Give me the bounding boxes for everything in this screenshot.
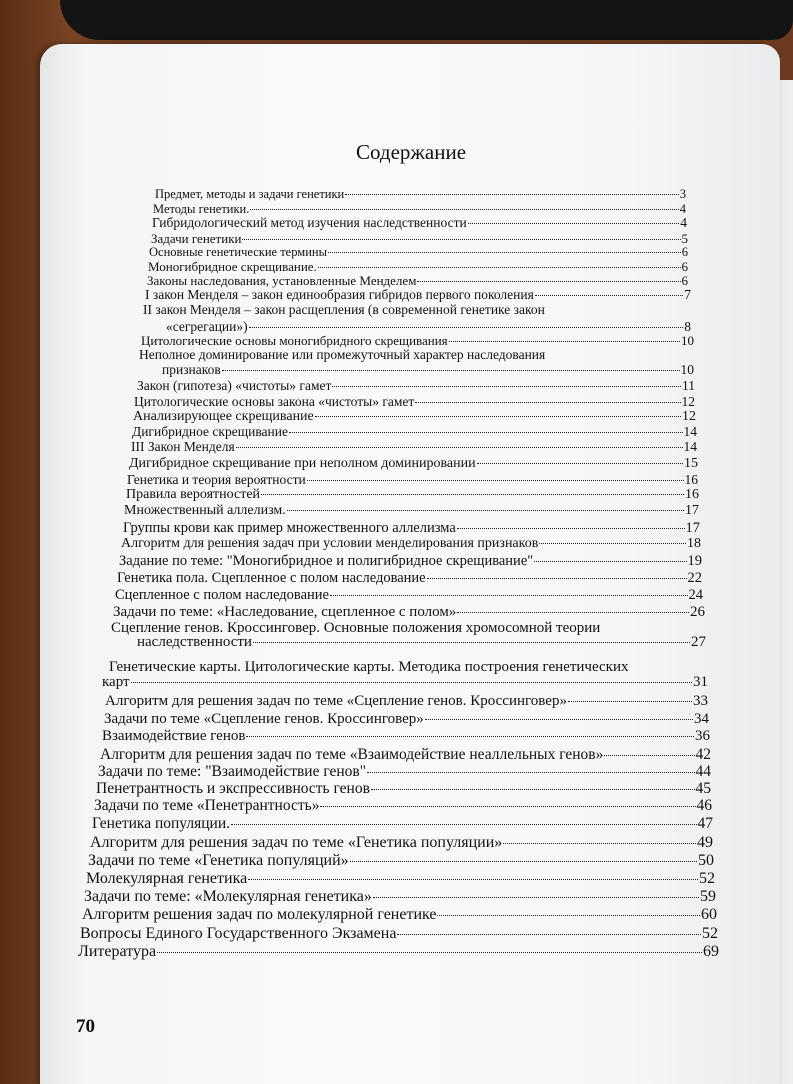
toc-page-number: 50 (698, 852, 714, 869)
dot-leader (367, 772, 694, 773)
toc-entry-title: Задачи по теме: «Молекулярная генетика» (84, 888, 372, 905)
toc-entry-title: Литература (78, 943, 157, 960)
dot-leader (457, 528, 685, 529)
toc-page-number: 19 (687, 553, 702, 569)
toc-entry-continuation: наследственности (137, 634, 252, 650)
toc-page-number: 6 (681, 245, 688, 259)
dot-leader (539, 543, 686, 544)
toc-page-number: 18 (687, 536, 701, 551)
dot-leader (449, 341, 680, 342)
toc-entry-title: Задачи по теме: "Взаимодействие генов" (98, 763, 367, 780)
dot-leader (131, 682, 692, 683)
dot-leader (345, 194, 678, 195)
dot-leader (457, 612, 689, 613)
toc-entry (137, 634, 706, 651)
toc-entry-title: Задачи по теме: «Наследование, сцепленное с полом» (113, 604, 457, 620)
dot-leader (307, 480, 684, 481)
toc-entry (129, 456, 698, 472)
toc-page-number: 12 (681, 394, 695, 409)
dot-leader (604, 755, 694, 756)
toc-entry (162, 362, 694, 378)
dot-leader (328, 252, 681, 253)
toc-entry-title: Основные генетические термины (149, 245, 327, 259)
dot-leader (503, 843, 696, 844)
toc-page-number: 6 (681, 273, 688, 288)
toc-entry (134, 394, 695, 410)
dot-leader (330, 595, 688, 596)
toc-entry (84, 888, 716, 906)
dot-leader (415, 402, 680, 403)
dot-leader (287, 510, 684, 511)
toc-entry (82, 906, 717, 924)
toc-entry-title: Правила вероятностей (126, 487, 261, 502)
toc-page-number: 7 (684, 287, 691, 302)
toc-entry-title: Дигибридное скрещивание (132, 424, 288, 439)
toc-entry (115, 587, 703, 604)
toc-page-number: 14 (683, 439, 697, 454)
page-number: 70 (76, 1016, 95, 1037)
dot-leader (534, 561, 686, 562)
toc-entry (105, 693, 708, 710)
toc-page-number: 46 (696, 797, 712, 814)
toc-entry-title: II закон Менделя – закон расщепления (в современной генетике закон (143, 302, 545, 317)
dot-leader (417, 281, 680, 282)
toc-entry (145, 287, 691, 303)
dot-leader (315, 416, 681, 417)
toc-page-number: 10 (681, 333, 694, 348)
dot-leader (222, 370, 680, 371)
toc-entry-title: Предмет, методы и задачи генетики (155, 187, 345, 201)
toc-page-number: 12 (682, 409, 696, 424)
toc-entry-title: Вопросы Единого Государственного Экзамена (80, 925, 397, 942)
dot-leader (289, 432, 683, 433)
toc-entry (126, 487, 699, 503)
toc-entry (152, 215, 687, 231)
toc-page-number: 52 (699, 870, 715, 887)
toc-entry (137, 378, 695, 394)
toc-page-number: 16 (685, 487, 699, 502)
page-title: Содержание (356, 140, 467, 164)
toc-page-number: 11 (682, 378, 695, 393)
toc-entry-title: Сцепление генов. Кроссинговер. Основные положения хромосомной теории (111, 620, 601, 636)
dot-leader (427, 578, 687, 579)
toc-entry-title: Сцепленное с полом наследование (115, 587, 329, 603)
toc-entry-title: Гибридологический метод изучения наследственности (152, 215, 467, 230)
toc-entry (92, 815, 713, 833)
toc-entry-title: Взаимодействие генов (102, 728, 246, 744)
toc-entry-title: Законы наследования, установленные Менделем (147, 273, 417, 288)
toc-entry-title: Группы крови как пример множественного аллелизма (123, 520, 456, 536)
dot-leader (332, 386, 681, 387)
toc-entry-title: Задание по теме: "Моногибридное и полигибридное скрещивание" (119, 553, 534, 569)
toc-entry-continuation: «сегрегации») (166, 319, 248, 334)
toc-entry (149, 245, 688, 260)
toc-entry-title: Моногибридное скрещивание. (148, 259, 317, 274)
toc-page-number: 4 (680, 215, 687, 230)
toc-entry (100, 746, 711, 764)
toc-entry-title: Генетика популяции. (92, 815, 230, 832)
toc-entry-title: Алгоритм для решения задач по теме «Взаимодействие неаллельных генов» (100, 746, 604, 763)
dot-leader (535, 295, 683, 296)
dot-leader (246, 736, 694, 737)
toc-entry (117, 570, 702, 587)
toc-page-number: 44 (695, 763, 711, 780)
toc-page-number: 59 (700, 888, 716, 905)
dot-leader (242, 239, 680, 240)
dot-leader (261, 494, 684, 495)
toc-entry (96, 780, 711, 798)
toc-entry-title: Задачи по теме «Сцепление генов. Кроссинговер» (104, 711, 424, 727)
dot-leader (425, 719, 693, 720)
dot-leader (477, 463, 683, 464)
toc-page-number: 34 (694, 711, 709, 727)
toc-page-number: 52 (702, 925, 718, 942)
toc-entry (132, 424, 697, 440)
toc-entry (78, 943, 719, 961)
toc-page-number: 26 (690, 604, 705, 620)
toc-entry (124, 503, 699, 519)
toc-page-number: 49 (697, 834, 713, 851)
toc-entry (86, 870, 715, 888)
toc-entry-title: Закон (гипотеза) «чистоты» гамет (137, 378, 332, 393)
toc-entry-title: Молекулярная генетика (86, 870, 248, 887)
toc-entry-title: Цитологические основы моногибридного скрещивания (141, 333, 448, 348)
toc-entry (121, 536, 701, 552)
toc-page-number: 16 (684, 472, 698, 487)
toc-entry (88, 852, 714, 870)
toc-page-number: 8 (684, 319, 691, 334)
toc-entry (102, 728, 710, 745)
toc-entry (113, 604, 705, 621)
toc-entry-title: Алгоритм для решения задач по теме «Генетика популяции» (90, 834, 503, 851)
toc-page-number: 60 (701, 906, 717, 923)
toc-entry-title: Генетика пола. Сцепленное с полом наследование (117, 570, 426, 586)
dot-leader (350, 861, 697, 862)
toc-page-number: 33 (693, 693, 708, 709)
toc-entry (127, 472, 698, 488)
dot-leader (437, 915, 700, 916)
toc-entry-continuation: карт (102, 674, 130, 690)
dot-leader (253, 642, 690, 643)
dot-leader (373, 897, 699, 898)
toc-entry-title: Задачи по теме «Генетика популяций» (88, 852, 349, 869)
toc-page-number: 6 (681, 259, 688, 274)
toc-entry-title: I закон Менделя – закон единообразия гибридов первого поколения (145, 287, 534, 302)
toc-page-number: 10 (680, 362, 694, 377)
toc-entry-title: Пенетрантность и экспрессивность генов (96, 780, 370, 797)
toc-entry-title: Дигибридное скрещивание при неполном доминировании (129, 456, 476, 471)
toc-entry (90, 834, 713, 852)
dot-leader (250, 209, 678, 210)
toc-page-number: 4 (679, 202, 686, 216)
toc-entry-title: Цитологические основы закона «чистоты» гамет (134, 394, 415, 409)
toc-entry-title: Задачи по теме «Пенетрантность» (94, 797, 320, 814)
toc-entry-continuation: признаков (162, 362, 221, 377)
toc-page-number: 27 (691, 634, 706, 650)
toc-page-number: 15 (684, 456, 698, 471)
dot-leader (468, 223, 680, 224)
toc-entry-title: Генетические карты. Цитологические карты. Методика построения генетических (109, 659, 629, 675)
toc-page-number: 17 (685, 520, 700, 536)
dot-leader (248, 879, 698, 880)
toc-page-number: 69 (703, 943, 719, 960)
dark-object-top (60, 0, 793, 40)
dot-leader (320, 806, 695, 807)
toc-entry (119, 553, 702, 570)
dot-leader (231, 824, 697, 825)
dot-leader (236, 447, 683, 448)
toc-page-number: 45 (695, 780, 711, 797)
dot-leader (318, 267, 681, 268)
toc-entry (123, 520, 700, 537)
dot-leader (397, 934, 701, 935)
toc-page-number: 3 (679, 187, 686, 201)
toc-entry-title: Алгоритм для решения задач при условии менделирования признаков (121, 536, 539, 551)
toc-entry (131, 439, 697, 455)
toc-page-number: 14 (683, 424, 697, 439)
toc-entry (102, 674, 708, 691)
toc-entry (94, 797, 712, 815)
dot-leader (371, 789, 695, 790)
toc-entry-title: Алгоритм для решения задач по теме «Сцепление генов. Кроссинговер» (105, 693, 567, 709)
toc-entry-title: Генетика и теория вероятности (127, 472, 306, 487)
toc-page-number: 47 (697, 815, 713, 832)
toc-entry (104, 711, 709, 728)
toc-page-number: 22 (687, 570, 702, 586)
toc-entry (155, 187, 686, 202)
toc-entry-title: Методы генетики. (153, 202, 250, 216)
toc-page-number: 5 (681, 231, 688, 246)
dot-leader (249, 327, 684, 328)
dot-leader (568, 701, 692, 702)
toc-page-number: 31 (693, 674, 708, 690)
toc-entry-title: Анализирующее скрещивание (133, 409, 314, 424)
toc-entry (80, 925, 718, 943)
toc-page-number: 24 (688, 587, 703, 603)
toc-entry-title: Алгоритм решения задач по молекулярной генетике (82, 906, 437, 923)
toc-entry-title: Задачи генетики (151, 231, 242, 246)
toc-entry (133, 409, 696, 425)
toc-entry (98, 763, 711, 781)
toc-page-number: 36 (695, 728, 710, 744)
toc-entry-title: Множественный аллелизм. (124, 503, 286, 518)
toc-entry-title: III Закон Менделя (131, 439, 235, 454)
toc-page-number: 17 (685, 503, 699, 518)
toc-entry-title: Неполное доминирование или промежуточный характер наследования (139, 347, 546, 362)
dot-leader (157, 952, 702, 953)
toc-page-number: 42 (695, 746, 711, 763)
